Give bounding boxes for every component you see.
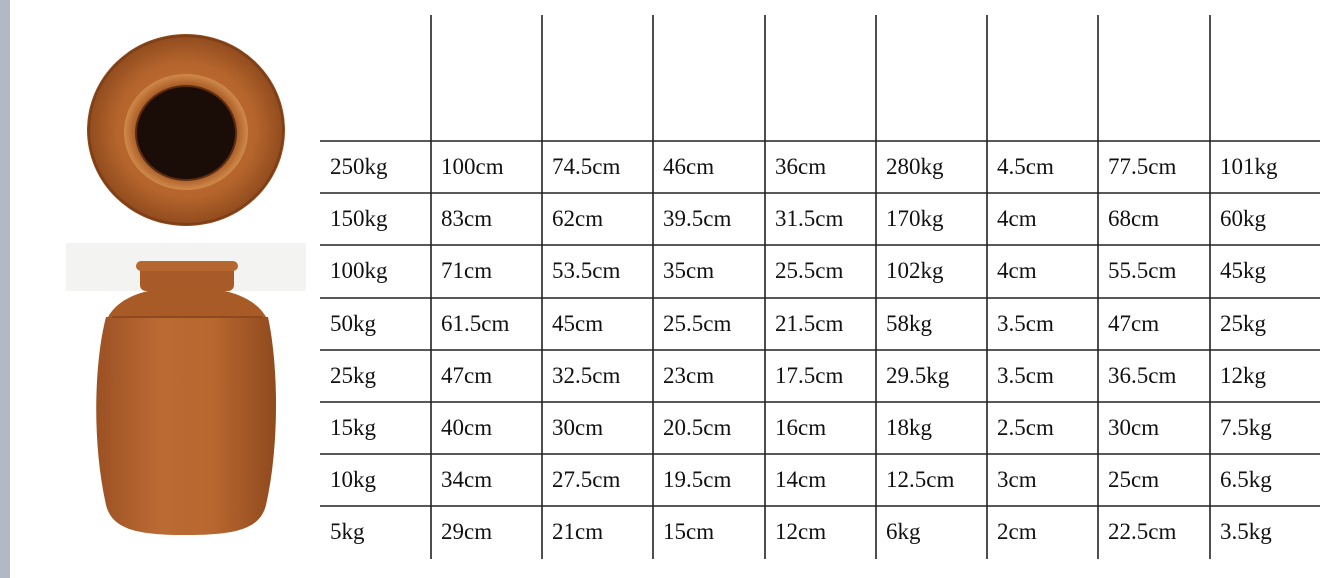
table-cell: 60kg: [1220, 206, 1266, 231]
table-cell: 170kg: [886, 206, 944, 231]
table-cell: 35cm: [663, 258, 715, 283]
table-cell: 27.5cm: [552, 467, 621, 492]
table-cell: 25cm: [1108, 467, 1160, 492]
table-cell: 83cm: [441, 206, 493, 231]
table-cell: 250kg: [330, 154, 388, 179]
table-cell: 61.5cm: [441, 311, 510, 336]
table-cell: 77.5cm: [1108, 154, 1177, 179]
table-cell: 58kg: [886, 311, 932, 336]
table-cell: 30cm: [1108, 415, 1160, 440]
table-cell: 25kg: [330, 363, 376, 388]
table-cell: 3cm: [997, 467, 1037, 492]
table-cell: 100cm: [441, 154, 504, 179]
table-cell: 150kg: [330, 206, 388, 231]
table-cell: 3.5kg: [1220, 519, 1272, 544]
table-cell: 53.5cm: [552, 258, 621, 283]
table-cell: 31.5cm: [775, 206, 844, 231]
table-cell: 4cm: [997, 206, 1037, 231]
table-cell: 18kg: [886, 415, 932, 440]
table-cell: 15kg: [330, 415, 376, 440]
table-cell: 22.5cm: [1108, 519, 1177, 544]
table-cell: 280kg: [886, 154, 944, 179]
table-cell: 20.5cm: [663, 415, 732, 440]
table-cell: 25.5cm: [663, 311, 732, 336]
table-cell: 6kg: [886, 519, 921, 544]
table-cell: 10kg: [330, 467, 376, 492]
table-cell: 68cm: [1108, 206, 1160, 231]
table-cell: 47cm: [441, 363, 493, 388]
table-cell: 62cm: [552, 206, 604, 231]
table-cell: 36cm: [775, 154, 827, 179]
table-cell: 7.5kg: [1220, 415, 1272, 440]
table-cell: 29.5kg: [886, 363, 950, 388]
table-cell: 55.5cm: [1108, 258, 1177, 283]
table-cell: 5kg: [330, 519, 365, 544]
table-cell: 74.5cm: [552, 154, 621, 179]
table-cell: 50kg: [330, 311, 376, 336]
table-cell: 2.5cm: [997, 415, 1054, 440]
table-cell: 25kg: [1220, 311, 1266, 336]
table-cell: 45cm: [552, 311, 604, 336]
table-cell: 46cm: [663, 154, 715, 179]
table-cell: 12.5cm: [886, 467, 955, 492]
table-cell: 4.5cm: [997, 154, 1054, 179]
table-cell: 21.5cm: [775, 311, 844, 336]
table-cell: 39.5cm: [663, 206, 732, 231]
table-cell: 16cm: [775, 415, 827, 440]
table-cell: 21cm: [552, 519, 604, 544]
table-cell: 30cm: [552, 415, 604, 440]
table-cell: 12kg: [1220, 363, 1266, 388]
table-cell: 102kg: [886, 258, 944, 283]
table-cell: 71cm: [441, 258, 493, 283]
table-cell: 17.5cm: [775, 363, 844, 388]
table-cell: 29cm: [441, 519, 493, 544]
table-cell: 101kg: [1220, 154, 1278, 179]
table-cell: 47cm: [1108, 311, 1160, 336]
table-cell: 32.5cm: [552, 363, 621, 388]
table-cell: 14cm: [775, 467, 827, 492]
table-cell: 3.5cm: [997, 363, 1054, 388]
table-cell: 4cm: [997, 258, 1037, 283]
table-cell: 36.5cm: [1108, 363, 1177, 388]
table-cell: 45kg: [1220, 258, 1266, 283]
table-cell: 6.5kg: [1220, 467, 1272, 492]
table-cell: 3.5cm: [997, 311, 1054, 336]
table-cell: 23cm: [663, 363, 715, 388]
table-cell: 12cm: [775, 519, 827, 544]
table-cell: 2cm: [997, 519, 1037, 544]
table-cell: 25.5cm: [775, 258, 844, 283]
table-cell: 19.5cm: [663, 467, 732, 492]
table-cell: 40cm: [441, 415, 493, 440]
table-cell: 15cm: [663, 519, 715, 544]
table-cell: 34cm: [441, 467, 493, 492]
table-cell: 100kg: [330, 258, 388, 283]
